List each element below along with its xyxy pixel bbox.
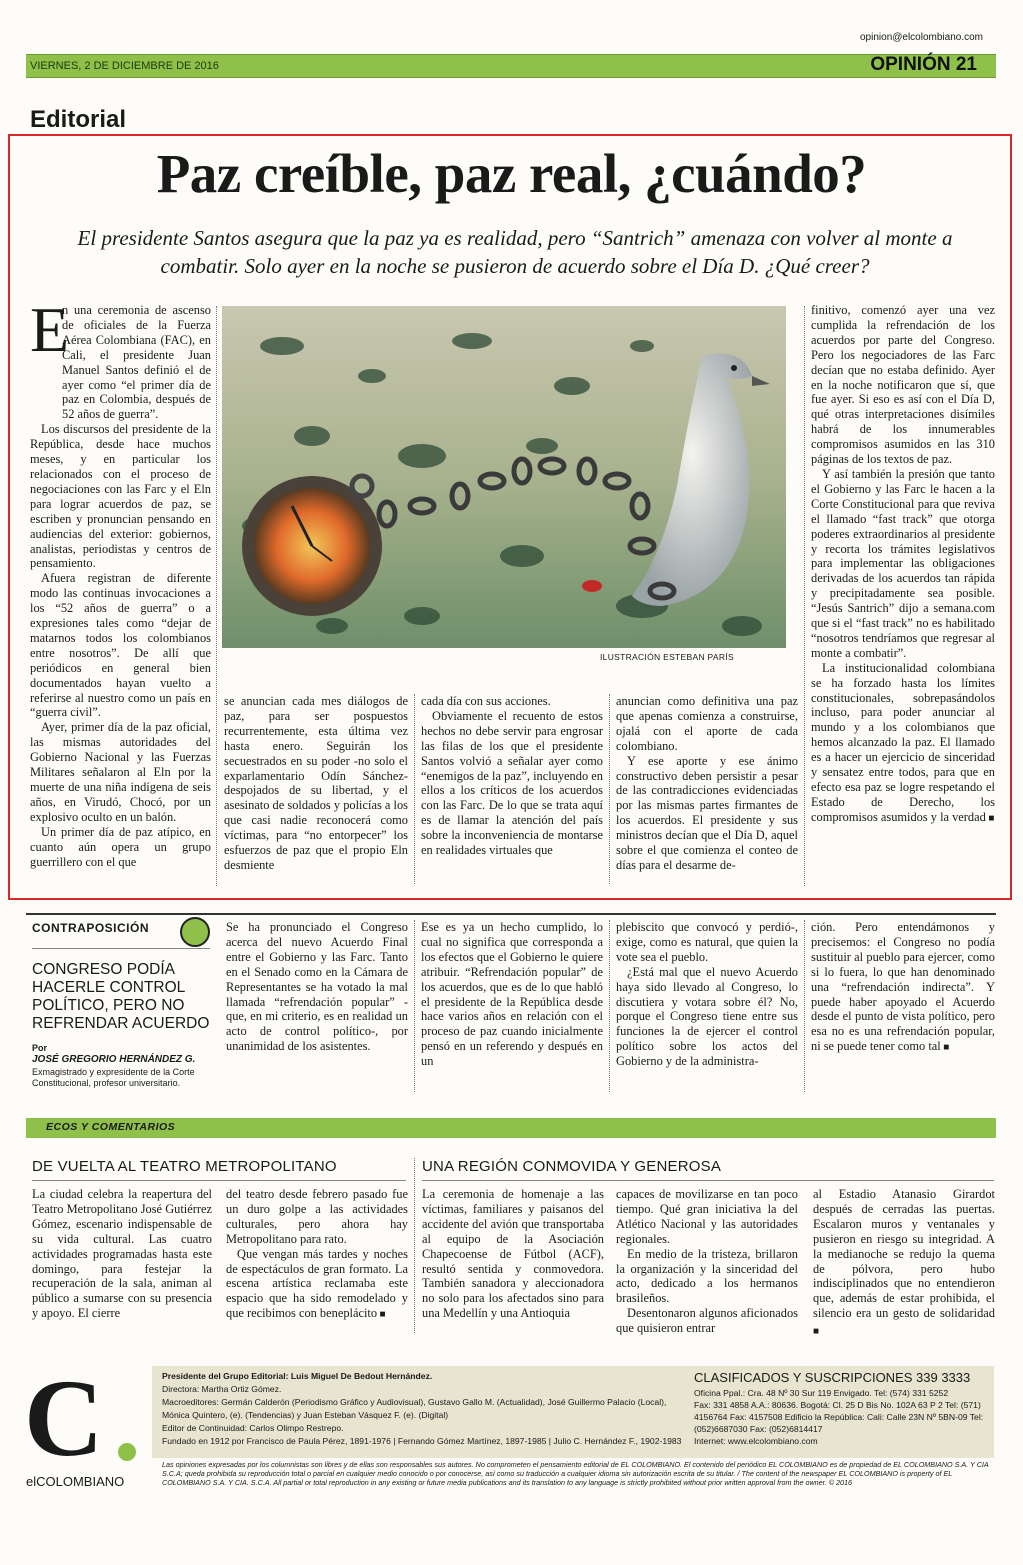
paragraph: En medio de la tristeza, brillaron la organización y la sinceridad del acto, dedicado a los hermanos brasileños. <box>616 1246 798 1306</box>
clasificados-title: CLASIFICADOS Y SUSCRIPCIONES 339 3333 <box>694 1370 971 1385</box>
contraposicion-icon <box>180 917 210 947</box>
ecos-left-title: DE VUELTA AL TEATRO METROPOLITANO <box>32 1158 337 1175</box>
website-link[interactable]: Internet: www.elcolombiano.com <box>694 1436 818 1446</box>
credit-line: Fundado en 1912 por Francisco de Paula Pérez, 1891-1976 | Fernando Gómez Martínez, 1897-1985 | Julio C. Hernández F., 1902-1983 <box>162 1436 682 1446</box>
paragraph: Ese es ya un hecho cumplido, lo cual no significa que corresponda a los efectos que el Gobierno le quiere atribuir. “Refrendación popular” de los acuerdos, que es de lo que habló el presidente de la República desde hace varios años en relación con el proceso de paz cuando inicialmente pensó en un referendo y después en un <box>421 920 603 1069</box>
paragraph: capaces de movilizarse en tan poco tiempo. Qué gran iniciativa la del Atlético Nacional y las autoridades regionales. <box>616 1187 798 1246</box>
byline-author: JOSÉ GREGORIO HERNÁNDEZ G. <box>32 1054 196 1065</box>
clasificados-line: Fax: 331 4858 A.A.: 80636. Bogotá: Cl. 25 D Bis No. 102A 63 P 2 Tel: (571) <box>694 1400 981 1410</box>
clasificados-line: 4156764 Fax: 4157508 Edificio la República: Cali: Calle 23N Nº 5BN-09 Tel: <box>694 1412 984 1422</box>
paragraph: La ceremonia de homenaje a las víctimas, familiares y paisanos del accidente del avión que transportaba al equipo de la Asociación Chapecoense de Fútbol (ACF), resultó sentida y conmovedora. También sanadora y aleccionadora no solo para los afectados sino para una Medellín y una Antioquia <box>422 1187 604 1321</box>
clasificados-line: Oficina Ppal.: Cra. 48 Nº 30 Sur 119 Envigado. Tel: (574) 331 5252 <box>694 1388 949 1398</box>
paragraph: n una ceremonia de ascenso de oficiales de la Fuerza Aérea Colombiana (FAC), en Cali, el presidente Juan Manuel Santos definió el de ayer como “el primer día de paz en Colombia, después de 52 años de guerra”. <box>62 303 211 422</box>
editorial-dek: El presidente Santos asegura que la paz ya es realidad, pero “Santrich” amenaza con volver al monte a combatir. Solo ayer en la noche se pusieron de acuerdo sobre el Día D. ¿Qué creer? <box>77 226 953 278</box>
dove-clock-illustration <box>222 306 786 648</box>
ecos-left-column-2 <box>226 1187 408 1323</box>
paragraph: cada día con sus acciones. <box>421 694 551 708</box>
column-rule <box>414 920 415 1092</box>
illustration-credit: ILUSTRACIÓN ESTEBAN PARÍS <box>600 652 734 662</box>
paragraph: plebiscito que convocó y perdió-, exige, como es natural, que quien la vote sea el pueblo. <box>616 920 798 964</box>
paragraph: ¿Está mal que el nuevo Acuerdo haya sido llevado al Congreso, lo discutiera y votara sobre él? No, porque el Congreso tiene entre sus funciones la de ejercer el control político sobre los actos del Gobierno y de la administra- <box>616 964 798 1069</box>
ecos-right-column-3 <box>813 1187 995 1340</box>
ecos-right-column-2 <box>616 1187 798 1336</box>
credit-line: Editor de Continuidad: Carlos Olimpo Restrepo. <box>162 1423 344 1433</box>
credit-line: Presidente del Grupo Editorial: Luis Miguel De Bedout Hernández. <box>162 1371 433 1381</box>
label-rule <box>32 948 210 949</box>
paragraph: Y ese aporte y ese ánimo constructivo deben persistir a pesar de las contradicciones evidenciadas por las mismas partes firmantes de los acuerdos. El presidente y sus ministros decían que el Día D, aquel sobre el que comienza el conteo de días para el desarme de- <box>616 753 798 872</box>
section-divider <box>26 913 996 915</box>
editorial-column-4 <box>616 694 798 873</box>
paragraph: se anuncian cada mes diálogos de paz, para ser pospuestos recurrentemente, esta última vez hasta enero. Seguirán los secuestrados en su poder -no solo el exparlamentario Odín Sánchez- despojados de su libertad, y el asesinato de soldados y policías a los que casi nadie reconocerá como víctimas, para “no entorpecer” los esfuerzos de paz que el propio Eln desmiente <box>224 694 408 872</box>
drop-cap: E <box>30 294 70 365</box>
column-rule <box>216 306 217 886</box>
paragraph: ción. Pero entendámonos y precisemos: el Congreso no podía sustituir al pueblo para ejercer, como si lo fuera, lo que han denominado una “refrendación indirecta”. Y puede haber apoyado el Acuerdo desde el punto de vista político, pero esa no es una refrendación popular, ni se puede tener como tal ■ <box>811 920 995 1056</box>
column-rule <box>414 1158 415 1333</box>
ecos-right-column-1 <box>422 1187 604 1321</box>
paragraph: Y así también la presión que tanto el Gobierno y las Farc le hacen a la Corte Constitucional para que reviva el llamado “fast track” que otorga poderes extraordinarios al presidente y recorta los trámites legislativos para implementar las obligaciones derivadas de los acuerdos tan rápida y precipitadamente sea posible. “Jesús Santrich” dijo a semana.com que si el “fast track” no es habilitado “nosotros tendríamos que regresar al monte a combatir”. <box>811 466 995 660</box>
paragraph: La institucionalidad colombiana se ha forzado hasta los límites constitucionales, sobrepasándolos incluso, para poder anunciar al mundo y a los colombianos que hemos alcanzado la paz. El llamado es a hacer un ejercicio de sinceridad y sensatez entre todos, para que en efecto esa paz se logre respetando el Estado de Derecho, los compromisos asumidos y la verdad ■ <box>811 661 995 827</box>
editorial-column-3 <box>421 694 603 858</box>
legal-disclaimer: Las opiniones expresadas por los columnistas son libres y de ellas son responsables sus autores. No comprometen el pensamiento editorial de EL COLOMBIANO. El contenido del periódico EL COLOMBIANO es de propiedad de EL COLOMBIANO S.A. Y CIA S.C.A; queda prohibida su reproducción total o parcial en cualquier medio conocido o por conocerse, así como su traducción a cualquier idioma sin autorización escrita de su titular. / The content of the newspaper EL COLOMBIANO is property of EL COLOMBIANO S.A. Y CIA. S.C.A. All partial or total reproduction in any existing or future media publications and its translation to any language is strictly prohibited without prior written approval from the owner. © 2016 <box>162 1460 989 1487</box>
column-rule <box>414 694 415 884</box>
column-rule <box>804 306 805 886</box>
paragraph: Desentonaron algunos aficionados que quisieron entrar <box>616 1306 798 1336</box>
credit-line: Mónica Quintero, (e). (Tendencias) y Juan Esteban Vásquez F. (e). (Digital) <box>162 1410 449 1420</box>
paragraph: Afuera registran de diferente modo las continuas invocaciones a los “52 años de guerra” o a expresiones tales como “dejar de matarnos todos los colombianos entre nosotros”. De allí que periódicos en general bien documentados hayan vuelto a referirse al nuestro como un país en “guerra civil”. <box>30 571 211 720</box>
contraposicion-column-1 <box>226 920 408 1054</box>
contraposicion-label: CONTRAPOSICIÓN <box>32 921 150 935</box>
ecos-left-column-1 <box>32 1187 212 1321</box>
paragraph: Se ha pronunciado el Congreso acerca del nuevo Acuerdo Final entre el Gobierno y las Farc. Tanto en el Senado como en la Cámara de Representantes se ha votado la mal llamada “refrendación popular” -que, en mi criterio, es en realidad un acto de control político-, por unanimidad de los asistentes. <box>226 920 408 1054</box>
logo-name: elCOLOMBIANO <box>26 1474 125 1489</box>
editorial-column-1 <box>30 303 211 869</box>
ecos-label: ECOS Y COMENTARIOS <box>46 1121 176 1133</box>
credit-line: Directora: Martha Ortiz Gómez. <box>162 1384 282 1394</box>
logo-dot <box>118 1443 136 1461</box>
paragraph: La ciudad celebra la reapertura del Teatro Metropolitano José Gutiérrez Gómez, escenario indispensable de su vida cultural. Las cuatro actividades programadas hasta este domingo, para festejar la recuperación de la sala, animan al público a sumarse con su presencia y apoyo. El cierre <box>32 1187 212 1321</box>
editorial-column-2 <box>224 694 408 873</box>
paragraph: Que vengan más tardes y noches de espectáculos de gran formato. La escena artística reclamaba este espacio que ha sido remodelado y que recibimos con beneplácito ■ <box>226 1247 408 1324</box>
byline-por: Por <box>32 1043 48 1053</box>
editorial-illustration <box>222 306 786 648</box>
title-rule <box>422 1180 994 1181</box>
issue-date: VIERNES, 2 DE DICIEMBRE DE 2016 <box>30 60 219 72</box>
column-rule <box>804 920 805 1092</box>
column-rule <box>609 920 610 1092</box>
editorial-label: Editorial <box>30 106 127 133</box>
contraposicion-column-4 <box>811 920 995 1056</box>
clasificados-line: (052)6687030 Fax: (052)6814417 <box>694 1424 823 1434</box>
paragraph: del teatro desde febrero pasado fue un duro golpe a las actividades culturales, pero ahora hay Metropolitano para rato. <box>226 1187 408 1246</box>
contraposicion-column-3 <box>616 920 798 1069</box>
paragraph: Un primer día de paz atípico, en cuanto aún opera un grupo guerrillero con el que <box>30 824 211 869</box>
title-rule <box>32 1180 406 1181</box>
ecos-right-title: UNA REGIÓN CONMOVIDA Y GENEROSA <box>422 1158 722 1175</box>
paragraph: finitivo, comenzó ayer una vez cumplida la refrendación de los acuerdos por parte del Congreso. Pero los negociadores de las Farc decían que no estaba definido. Ayer en la noche notificaron que sí, que fue ayer. Si eso es así con el Día D, qué otras interpretaciones disímiles habrá de los innumerables compromisos asumidos en las 310 páginas de los textos de paz. <box>811 303 995 467</box>
byline-bio: Exmagistrado y expresidente de la Corte Constitucional, profesor universitario. <box>32 1067 195 1088</box>
logo-letter: C <box>24 1357 104 1479</box>
credit-line: Macroeditores: Germán Calderón (Periodismo Gráfico y Audiovisual), Gustavo Gallo M. (Actualidad), José Guillermo Palacio (Local), <box>162 1397 667 1407</box>
paragraph: anuncian como definitiva una paz que apenas comienza a construirse, ojalá con el aporte de cada colombiano. <box>616 694 798 753</box>
editorial-column-5 <box>811 303 995 827</box>
column-rule <box>609 694 610 884</box>
editorial-headline: Paz creíble, paz real, ¿cuándo? <box>156 143 867 204</box>
paragraph: Obviamente el recuento de estos hechos no debe servir para engrosar las filas de los que el presidente Santos volvió a señalar ayer como “enemigos de la paz”, incluyendo en ellos a los críticos de los acuerdos con las Farc. De lo que se trata aquí es de llamar la atención del país sobre la inconveniencia de montarse en realidades virtuales que <box>421 708 603 858</box>
section-title: OPINIÓN 21 <box>870 54 977 75</box>
contraposicion-title: CONGRESO PODÍA HACERLE CONTROL POLÍTICO, PERO NO REFRENDAR ACUERDO <box>32 961 210 1032</box>
paragraph: al Estadio Atanasio Girardot después de cerradas las puertas. Escalaron muros y ventanales y pusieron en riesgo su integridad. A la medianoche se redujo la quema de pólvora, pero hubo indisciplinados que no entendieron que, además de estar prohibida, el silencio era un gesto de solidaridad ■ <box>813 1187 995 1340</box>
paragraph: Los discursos del presidente de la República, desde hace muchos meses, y en particular los relacionados con el proceso de negociaciones con las Farc y el Eln para lograr acuerdos de paz, se escriben y pronuncian pensando en audiencias del exterior: gobiernos, analistas, periodistas y centros de pensamiento. <box>30 422 211 571</box>
paragraph: Ayer, primer día de la paz oficial, las mismas autoridades del Gobierno Nacional y las Fuerzas Militares señalaron al Eln por la muerte de una niña indígena de seis años, en Virudó, Chocó, por un explosivo oculto en un balón. <box>30 720 211 824</box>
section-email[interactable]: opinion@elcolombiano.com <box>860 32 983 43</box>
contraposicion-column-2 <box>421 920 603 1069</box>
